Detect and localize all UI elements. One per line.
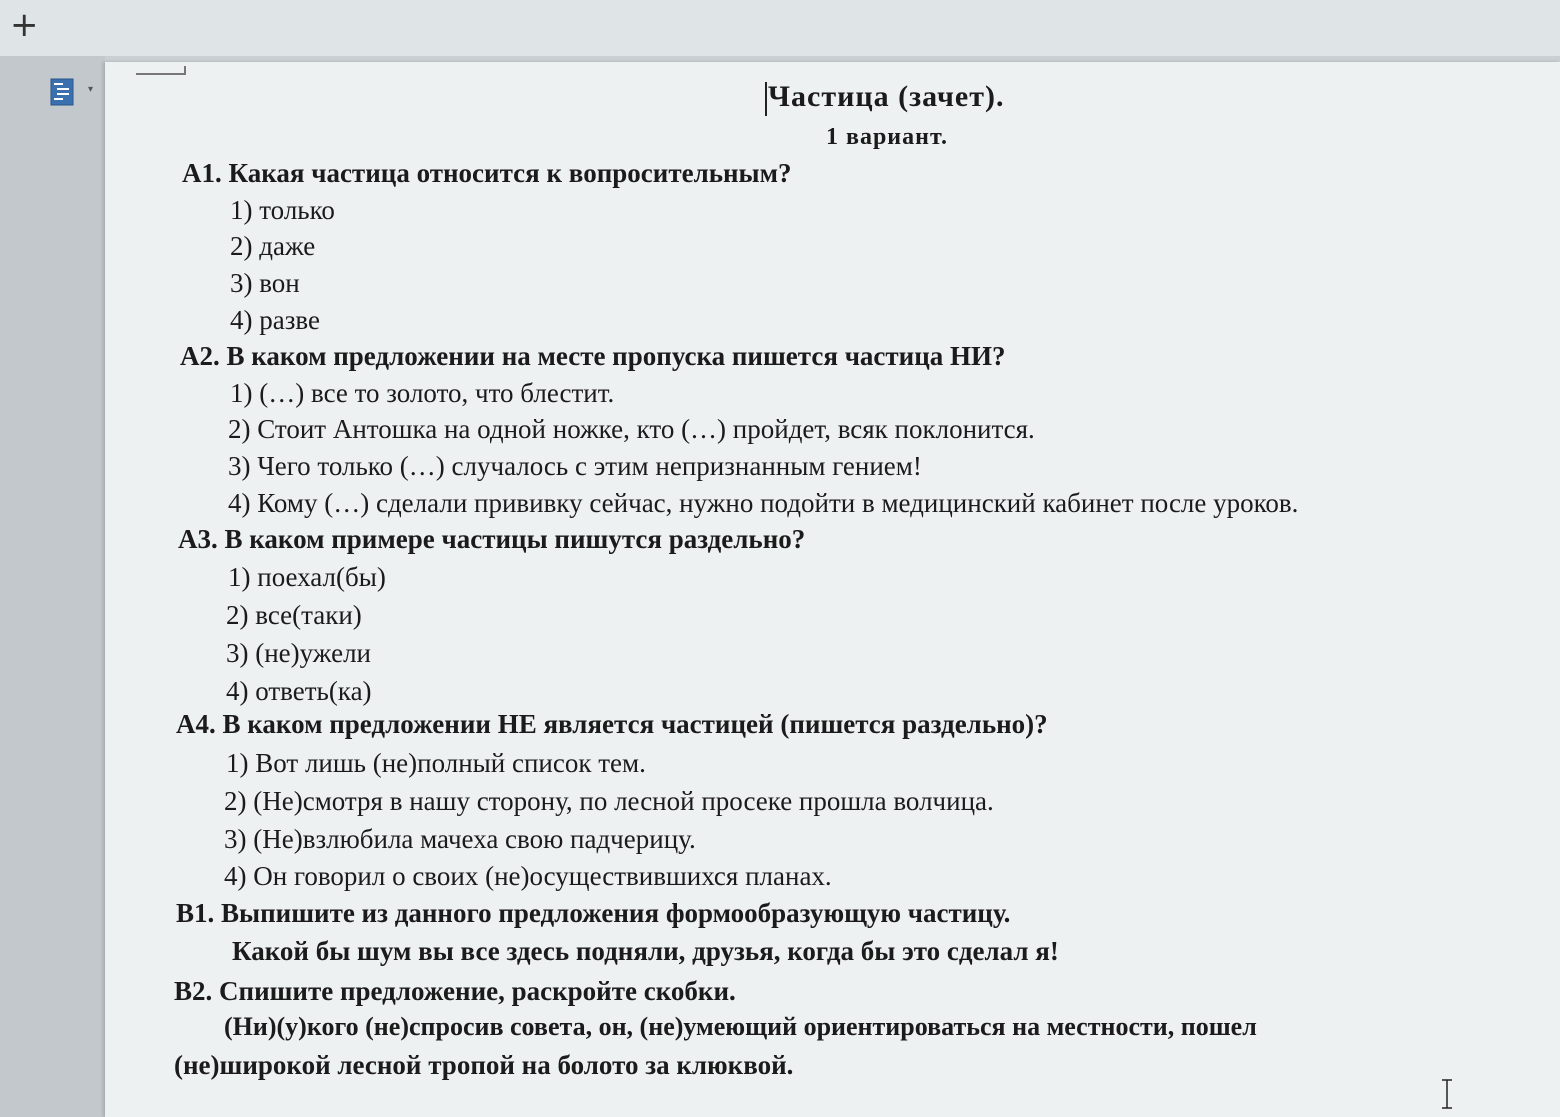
question-a4-option-1: 1) Вот лишь (не)полный список тем.: [226, 748, 646, 778]
question-a3-option-4: 4) ответь(ка): [226, 676, 372, 706]
question-a3-option-2: 2) все(таки): [226, 600, 362, 630]
question-a3-option-3: 3) (не)ужели: [226, 638, 372, 668]
question-a1-option-4: 4) разве: [230, 305, 320, 335]
question-b2-sentence-line-1: (Ни)(у)кого (не)спросив совета, он, (не)умеющий ориентироваться на местности, пошел: [224, 1012, 1257, 1041]
question-b1-sentence: Какой бы шум вы все здесь подняли, друзья, когда бы это сделал я!: [232, 936, 1059, 966]
question-a2: А2. В каком предложении на месте пропуска пишется частица НИ?: [180, 341, 1006, 371]
page-title: Частица (зачет).: [768, 80, 1005, 113]
text-cursor: [765, 82, 767, 116]
add-icon[interactable]: +: [10, 5, 39, 45]
question-a1-option-2: 2) даже: [230, 231, 316, 261]
question-a4-option-4: 4) Он говорил о своих (не)осуществившихся планах.: [224, 861, 832, 891]
question-a1-option-3: 3) вон: [230, 268, 300, 298]
question-a4: А4. В каком предложении НЕ является частицей (пишется раздельно)?: [176, 709, 1048, 739]
question-a1: А1. Какая частица относится к вопросительным?: [182, 158, 792, 188]
question-a2-option-4: 4) Кому (…) сделали прививку сейчас, нужно подойти в медицинский кабинет после уроков.: [228, 488, 1299, 518]
question-a4-option-2: 2) (Не)смотря в нашу сторону, по лесной просеке прошла волчица.: [224, 786, 994, 816]
question-b2-sentence-line-2: (не)широкой лесной тропой на болото за клюквой.: [174, 1050, 794, 1080]
question-a2-option-1: 1) (…) все то золото, что блестит.: [230, 378, 615, 408]
question-b1: В1. Выпишите из данного предложения формообразующую частицу.: [176, 898, 1011, 928]
question-a1-option-1: 1) только: [230, 195, 335, 225]
ibeam-cursor-icon: [1440, 1078, 1454, 1110]
question-a4-option-3: 3) (Не)взлюбила мачеха свою падчерицу.: [224, 824, 696, 854]
question-a2-option-3: 3) Чего только (…) случалось с этим непризнанным гением!: [228, 451, 922, 481]
question-a3-option-1: 1) поехал(бы): [228, 562, 386, 592]
question-a2-option-2: 2) Стоит Антошка на одной ножке, кто (…) пройдет, всяк поклонится.: [228, 414, 1035, 444]
question-a3: А3. В каком примере частицы пишутся раздельно?: [178, 524, 806, 554]
page-subtitle: 1 вариант.: [826, 124, 948, 150]
chevron-down-icon[interactable]: ▾: [88, 84, 94, 95]
question-b2: В2. Спишите предложение, раскройте скобки.: [174, 976, 736, 1006]
